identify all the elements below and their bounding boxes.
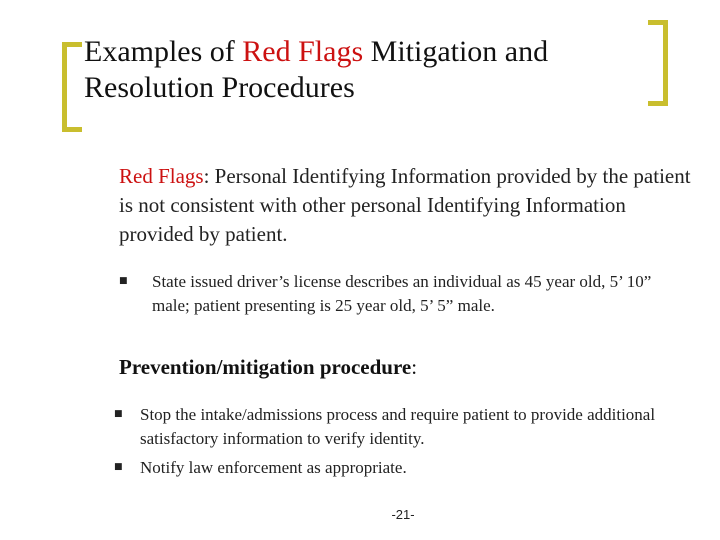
- square-bullet-icon: ■: [119, 276, 128, 286]
- slide-title: [84, 34, 664, 106]
- page-number: -21-: [391, 507, 415, 522]
- example-bullet-text: State issued driver’s license describes an individual as 45 year old, 5’ 10” male; patient presenting is 25 year old, 5’ 5” male.: [152, 272, 652, 315]
- red-flag-paragraph: [119, 162, 699, 249]
- title-part-2: Mitigation and Resolution Procedures: [84, 35, 549, 104]
- square-bullet-icon: ■: [114, 462, 123, 472]
- red-flag-label: Red Flags: [119, 164, 204, 188]
- title-part-1: Examples of: [84, 35, 243, 68]
- procedure-item: Stop the intake/admissions process and require patient to provide additional satisfactory information to verify identity.: [140, 405, 656, 448]
- procedure-item: Notify law enforcement as appropriate.: [140, 458, 407, 477]
- square-bullet-icon: ■: [114, 409, 123, 419]
- prevention-heading-label: Prevention/mitigation procedure: [119, 355, 412, 379]
- prevention-heading: [119, 354, 417, 380]
- title-highlight: Red Flags: [242, 35, 364, 68]
- red-flag-text: : Personal Identifying Information provided by the patient is not consistent with other personal Identifying Information provided by patient.: [119, 164, 691, 246]
- prevention-heading-colon: :: [411, 355, 418, 379]
